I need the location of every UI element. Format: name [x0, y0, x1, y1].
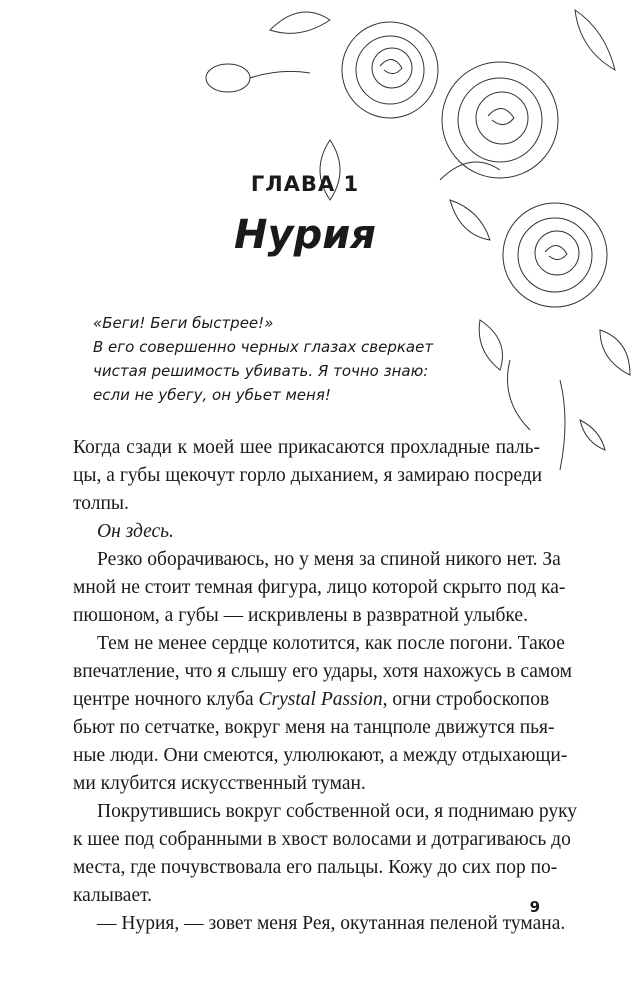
rose-bud: [206, 64, 310, 92]
page-number: 9: [529, 898, 540, 916]
text-line: — Нурия, — зовет меня Рея, окутанная пеленой тумана.: [97, 913, 566, 934]
chapter-number: ГЛАВА 1: [250, 172, 360, 196]
text-line: мной не стоит темная фигура, лицо которой скрыто под ка-: [73, 577, 566, 598]
text-line: толпы.: [73, 493, 129, 514]
italic-text: Он здесь.: [97, 521, 174, 542]
text-line: Тем не менее сердце колотится, как после погони. Такое: [97, 633, 565, 654]
text-line: к шее под собранными в хвост волосами и дотрагиваюсь до: [73, 829, 571, 850]
rose-2: [442, 62, 558, 178]
text-line: пюшоном, а губы — искривлены в развратной улыбке.: [73, 605, 528, 626]
text-line: Когда сзади к моей шее прикасаются прохладные паль-: [73, 437, 540, 458]
text-line-italic: [73, 518, 540, 546]
text-line: бьют по сетчатке, вокруг меня на танцполе движутся пья-: [73, 717, 555, 738]
chapter-title: Нурия: [234, 212, 376, 258]
epigraph-line: чистая решимость убивать. Я точно знаю:: [93, 362, 429, 380]
text-line: цы, а губы щекочут горло дыханием, я замираю посреди: [73, 465, 543, 486]
body-text: [73, 434, 578, 938]
text-line: Покрутившись вокруг собственной оси, я поднимаю руку: [97, 801, 578, 822]
text-line: впечатление, что я слышу его удары, хотя нахожусь в самом: [73, 661, 572, 682]
epigraph-line: если не убегу, он убьет меня!: [93, 386, 331, 404]
epigraph-line: В его совершенно черных глазах сверкает: [93, 338, 434, 356]
text-span: центре ночного клуба: [73, 689, 259, 710]
epigraph-line: «Беги! Беги быстрее!»: [93, 314, 274, 332]
text-line: калывает.: [73, 885, 153, 906]
text-line: [73, 686, 550, 714]
text-line: ные люди. Они смеются, улюлюкают, а между отдыхающи-: [73, 745, 568, 766]
rose-1: [342, 22, 438, 118]
text-line: Резко оборачиваюсь, но у меня за спиной никого нет. За: [97, 549, 561, 570]
text-line: ми клубится искусственный туман.: [73, 773, 366, 794]
club-name: Crystal Passion: [258, 689, 383, 710]
text-line: места, где почувствовала его пальцы. Кожу до сих пор по-: [73, 857, 558, 878]
text-span: , огни стробоскопов: [382, 689, 550, 710]
